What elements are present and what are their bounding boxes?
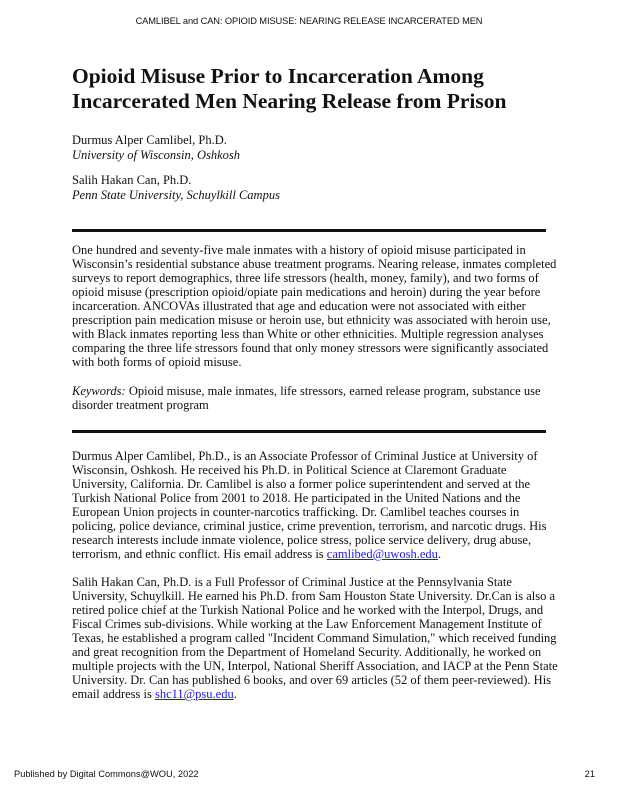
text-line: Durmus Alper Camlibel, Ph.D., is an Associate Professor of Criminal Justice at University of [72,449,538,463]
email-link[interactable]: shc11@psu.edu [154,687,234,701]
keywords-text: disorder treatment program [72,398,209,412]
text-line: prescription pain medication misuse or heroin use, but ethnicity was associated with heroin use, [72,313,551,327]
footer-publisher: Published by Digital Commons@WOU, 2022 [14,769,199,779]
text-line: surveys to report demographics, three life stressors (health, money, family), and two forms of [72,271,539,285]
text-line: with both forms of opioid misuse. [72,355,242,369]
keywords-text: Opioid misuse, male inmates, life stressors, earned release program, substance use [125,384,541,398]
bio-text: terrorism, and ethnic conflict. His email address is [72,547,327,561]
bio-text: . [233,687,237,701]
divider [72,229,546,232]
text-line: University, California. Dr. Camlibel is also a former police superintendent and served at the [72,477,531,491]
text-line: Salih Hakan Can, Ph.D. is a Full Professor of Criminal Justice at the Pennsylvania State [72,575,512,589]
text-line: comparing the three life stressors found that only money stressors were significantly associated [72,341,549,355]
abstract [72,243,557,369]
text-line: multiple projects with the UN, Interpol, National Sheriff Association, and IACP at the Penn State [72,659,558,673]
keywords [72,384,552,412]
title-line: Opioid Misuse Prior to Incarceration Among [72,64,484,88]
keywords-label: Keywords: [72,384,126,398]
text-line: Wisconsin, Oshkosh. He received his Ph.D. in Political Science at Claremont Graduate [72,463,507,477]
author-affiliation: Penn State University, Schuylkill Campus [72,188,280,202]
bio-camlibel [72,449,552,561]
text-line: with Black inmates reporting less than White or other ethnicities. Multiple regression analyses [72,327,544,341]
text-line: One hundred and seventy-five male inmates with a history of opioid misuse participated in [72,243,526,257]
divider [72,430,546,433]
author-1 [72,133,240,163]
text-line: research interests include inmate violence, police stress, police service delivery, drug abuse, [72,533,532,547]
text-line: European Union projects in counter-narcotics trafficking. Dr. Camlibel teaches courses in [72,505,520,519]
running-header: CAMLIBEL and CAN: OPIOID MISUSE: NEARING RELEASE INCARCERATED MEN [135,16,483,26]
bio-text: email address is [72,687,155,701]
title-line: Incarcerated Men Nearing Release from Prison [72,89,507,113]
author-name: Salih Hakan Can, Ph.D. [72,173,192,187]
text-line: and great recognition from the Department of Homeland Security. Additionally, he worked on [72,645,542,659]
author-name: Durmus Alper Camlibel, Ph.D. [72,133,227,147]
text-line: Fiscal Crimes sub-divisions. While working at the Law Enforcement Management Institute of [72,617,542,631]
bio-text: . [437,547,442,561]
text-line: University, Schuylkill. He earned his Ph.D. from Sam Houston State University. Dr.Can is also a [72,589,556,603]
text-line: opioid misuse (prescription opioid/opiate pain medications and heroin) during the year before [72,285,541,299]
text-line: Wisconsin’s residential substance abuse treatment programs. Nearing release, inmates completed [72,257,557,271]
bio-can [72,575,558,701]
text-line: incarceration. ANCOVAs illustrated that age and education were not associated with either [72,299,526,313]
text-line: Turkish National Police from 2001 to 2018. He participated in the United Nations and the [72,491,521,505]
text-line: University. Dr. Can has published 6 books, and over 69 articles (52 of them peer-reviewed). His [72,673,552,687]
author-affiliation: University of Wisconsin, Oshkosh [72,148,241,162]
text-line: policing, police deviance, criminal justice, crime prevention, terrorism, and narcotic drugs. His [72,519,547,533]
text-line: retired police chief at the Turkish National Police and he worked with the Interpol, Drugs, and [72,603,544,617]
paper-title [72,64,562,114]
author-2 [72,173,280,203]
text-line: Texas, he established a program called "Incident Command Simulation," which received funding [72,631,557,645]
email-link[interactable]: camlibed@uwosh.edu [326,547,438,561]
page-number: 21 [584,769,595,779]
